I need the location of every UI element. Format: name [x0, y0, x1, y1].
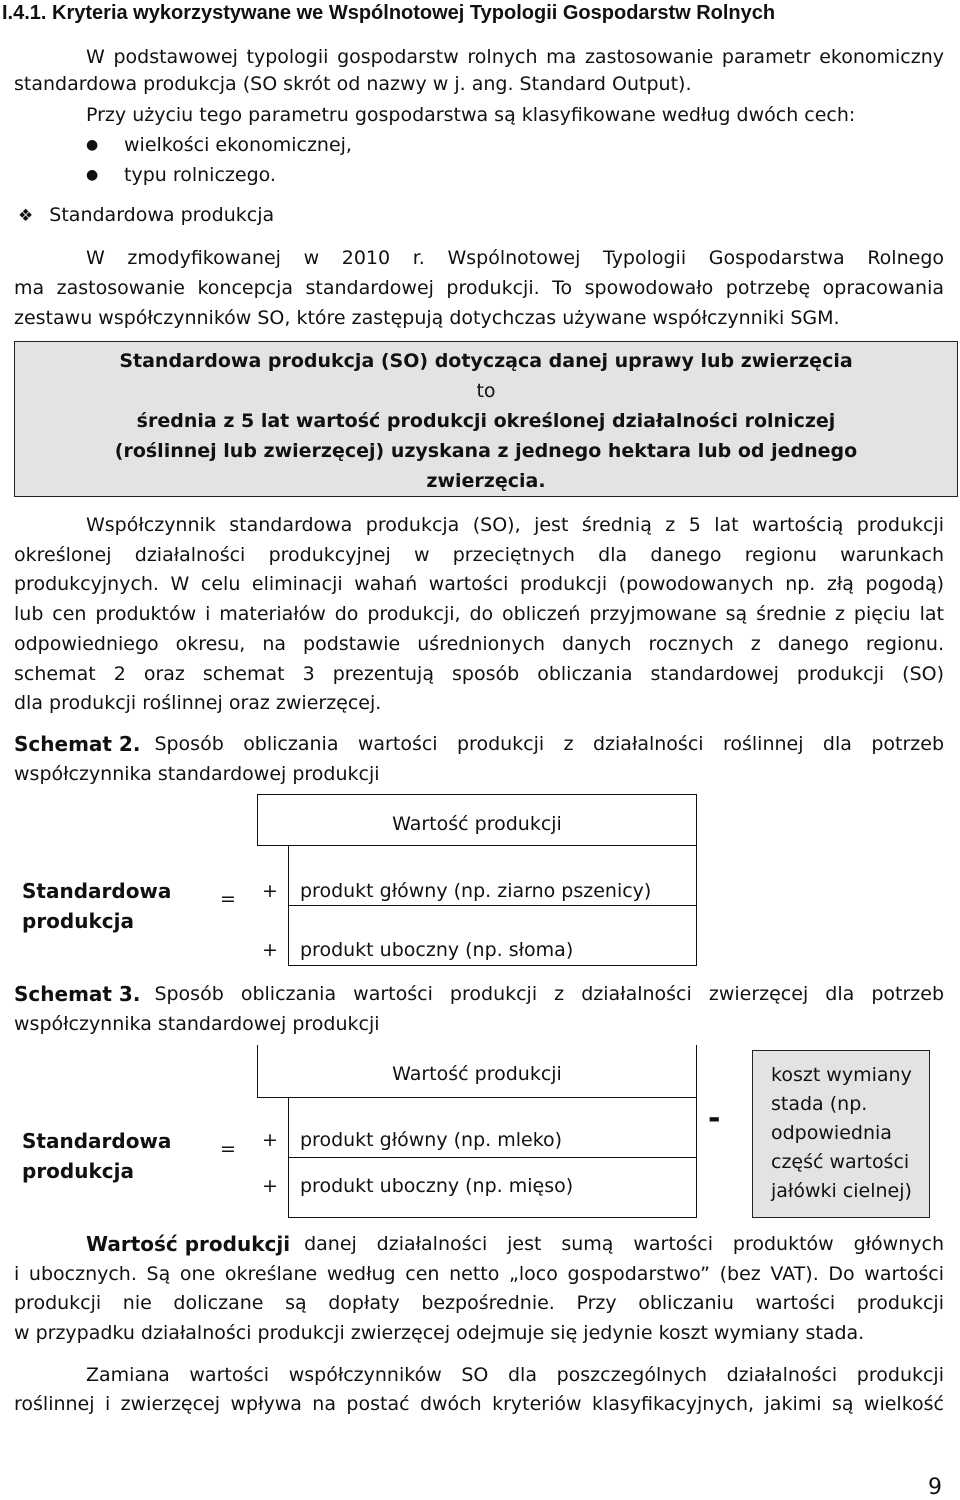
- table-border: [257, 1097, 697, 1098]
- value-header: Wartość produkcji: [392, 813, 562, 835]
- row-text: produkt główny (np. ziarno pszenicy): [300, 880, 652, 902]
- plus-sign: +: [262, 1129, 278, 1151]
- schemat3-title: Schemat 3. Sposób obliczania wartości produkcji z działalności zwierzęcej dla potrzeb: [14, 979, 944, 1009]
- table-border: [288, 1157, 697, 1158]
- cost-line: jałówki cielnej): [771, 1180, 912, 1202]
- definition-line: (roślinnej lub zwierzęcej) uzyskana z jednego hektara lub od jednego: [114, 440, 858, 462]
- row-text: produkt uboczny (np. mięso): [300, 1175, 574, 1197]
- intro-line: Przy użyciu tego parametru gospodarstwa są klasyfikowane według dwóch cech:: [86, 104, 856, 126]
- definition-line: to: [476, 380, 496, 402]
- value-header: Wartość produkcji: [392, 1063, 562, 1085]
- paragraph-line: określonej działalności produkcyjnej w przeciętnych dla danego regionu warunkach: [14, 544, 944, 566]
- paragraph-line: produkcyjnych. W celu eliminacji wahań wartości produkcji (powodowanych np. złą pogodą): [14, 573, 944, 595]
- paragraph-line: w przypadku działalności produkcji zwierzęcej odejmuje się jedynie koszt wymiany stada.: [14, 1322, 865, 1344]
- paragraph-line: dla produkcji roślinnej oraz zwierzęcej.: [14, 692, 382, 714]
- cost-line: stada (np.: [771, 1093, 868, 1115]
- diamond-bullet-icon: ❖: [18, 206, 34, 226]
- replacement-cost-box: [752, 1050, 930, 1218]
- row-text: produkt główny (np. mleko): [300, 1129, 563, 1151]
- intro-line: standardowa produkcja (SO skrót od nazwy w j. ang. Standard Output).: [14, 73, 692, 95]
- page-number: 9: [928, 1475, 942, 1500]
- bold-term: Wartość produkcji: [86, 1232, 291, 1256]
- paragraph-line: Zamiana wartości współczynników SO dla poszczególnych działalności produkcji: [86, 1364, 944, 1386]
- paragraph-line: ma zastosowanie koncepcja standardowej produkcji. To spowodowało potrzebę opracowania: [14, 277, 944, 299]
- equals-sign: =: [220, 1138, 236, 1160]
- bullet-dot-icon: ●: [86, 137, 99, 153]
- paragraph-line: W zmodyfikowanej w 2010 r. Wspólnotowej Typologii Gospodarstwa Rolnego: [86, 247, 944, 269]
- plus-sign: +: [262, 939, 278, 961]
- schemat-title-line: współczynnika standardowej produkcji: [14, 763, 380, 785]
- schemat-label: Schemat 3.: [14, 982, 141, 1006]
- schemat2-title: Schemat 2. Sposób obliczania wartości produkcji z działalności roślinnej dla potrzeb: [14, 729, 944, 759]
- paragraph-line: roślinnej i zwierzęcej wpływa na postać dwóch kryteriów klasyfikacyjnych, jakimi są wielkość: [14, 1393, 944, 1415]
- schemat-left-label: produkcja: [22, 909, 134, 933]
- schemat-title-line: współczynnika standardowej produkcji: [14, 1013, 380, 1035]
- plus-sign: +: [262, 1175, 278, 1197]
- definition-line: Standardowa produkcja (SO) dotycząca danej uprawy lub zwierzęcia: [119, 350, 853, 372]
- section-heading: I.4.1. Kryteria wykorzystywane we Wspólnotowej Typologii Gospodarstw Rolnych: [2, 2, 776, 24]
- section-label: ❖ Standardowa produkcja: [18, 204, 275, 226]
- table-border: [288, 1217, 697, 1218]
- paragraph-line: Współczynnik standardowa produkcja (SO), jest średnią z 5 lat wartością produkcji: [86, 514, 944, 536]
- schemat-left-label: produkcja: [22, 1159, 134, 1183]
- paragraph-line: odpowiedniego okresu, na podstawie uśrednionych danych rocznych z danego regionu.: [14, 633, 944, 655]
- intro-line: W podstawowej typologii gospodarstw rolnych ma zastosowanie parametr ekonomiczny: [86, 46, 944, 68]
- paragraph-line: produkcji nie doliczane są dopłaty bezpośrednie. Przy obliczaniu wartości produkcji: [14, 1292, 944, 1314]
- paragraph-line: lub cen produktów i materiałów do produkcji, do obliczeń przyjmowane są średnie z pięciu lat: [14, 603, 944, 625]
- cost-line: odpowiednia: [771, 1122, 892, 1144]
- paragraph-line: Wartość produkcji danej działalności jest sumą wartości produktów głównych: [86, 1229, 944, 1259]
- cost-line: koszt wymiany: [771, 1064, 912, 1086]
- row-text: produkt uboczny (np. słoma): [300, 939, 574, 961]
- bullet-dot-icon: ●: [86, 167, 99, 183]
- definition-line: zwierzęcia.: [426, 470, 546, 492]
- schemat-left-label: Standardowa: [22, 1129, 172, 1153]
- cost-line: część wartości: [771, 1151, 910, 1173]
- paragraph-line: i ubocznych. Są one określane według cen netto „loco gospodarstwo” (bez VAT). Do wartości: [14, 1263, 944, 1285]
- definition-line: średnia z 5 lat wartość produkcji określonej działalności rolniczej: [136, 410, 836, 432]
- equals-sign: =: [220, 888, 236, 910]
- minus-sign: -: [708, 1101, 721, 1136]
- plus-sign: +: [262, 880, 278, 902]
- paragraph-line: schemat 2 oraz schemat 3 prezentują sposób obliczania standardowej produkcji (SO): [14, 663, 944, 685]
- schemat-label: Schemat 2.: [14, 732, 141, 756]
- schemat-left-label: Standardowa: [22, 879, 172, 903]
- paragraph-line: zestawu współczynników SO, które zastępują dotychczas używane współczynniki SGM.: [14, 307, 840, 329]
